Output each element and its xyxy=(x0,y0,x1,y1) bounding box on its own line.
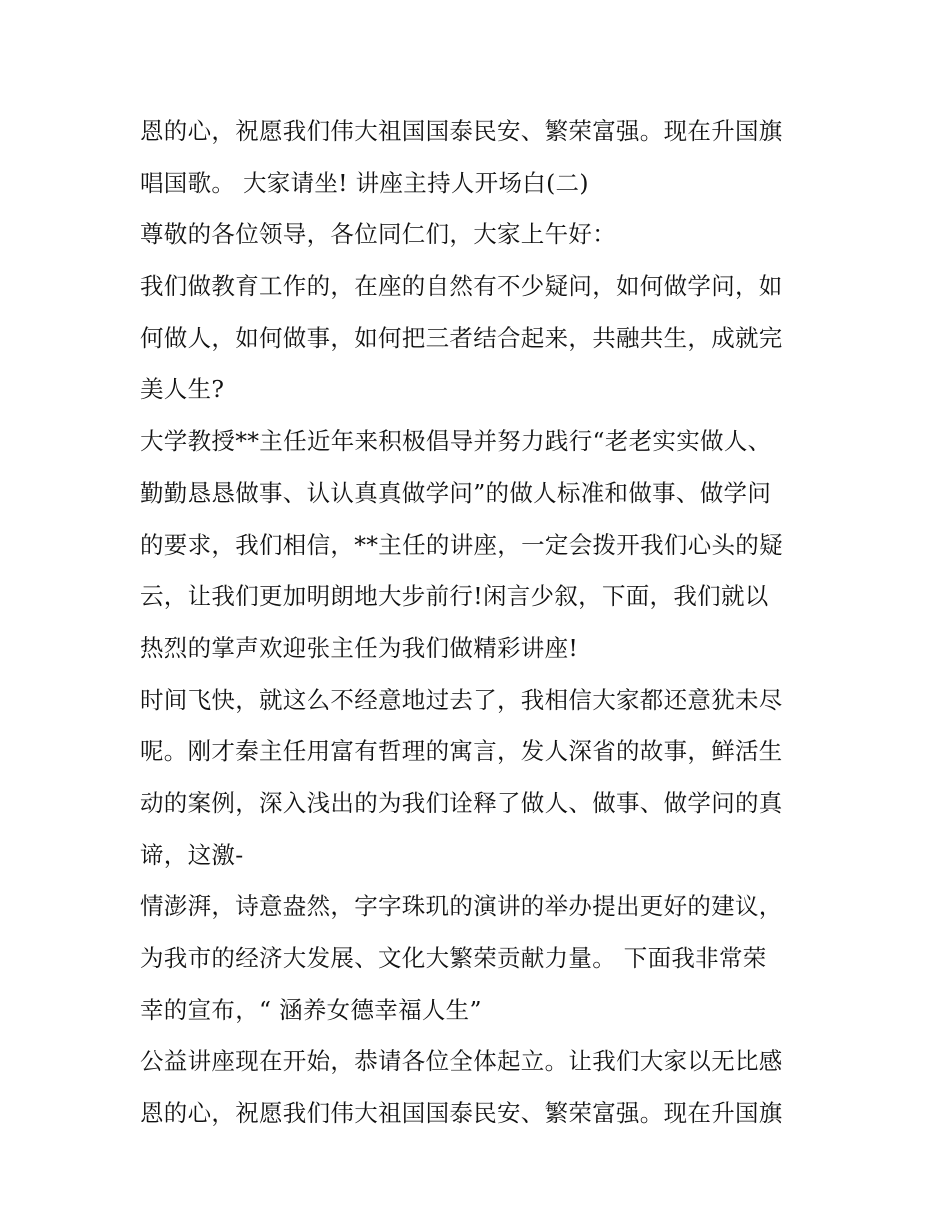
text-line-11: 热烈的掌声欢迎张主任为我们做精彩讲座! xyxy=(140,633,579,662)
text-line-8: 勤勤恳恳做事、认认真真做学问”的做人标准和做事、做学问 xyxy=(140,478,772,507)
text-line-13: 呢。刚才秦主任用富有哲理的寓言，发人深省的故事，鲜活生 xyxy=(140,737,783,766)
text-line-5: 何做人，如何做事，如何把三者结合起来，共融共生，成就完 xyxy=(140,323,783,352)
text-line-10: 云，让我们更加明朗地大步前行!闲言少叙，下面，我们就以 xyxy=(140,582,769,611)
text-line-20: 恩的心，祝愿我们伟大祖国国泰民安、繁荣富强。现在升国旗 xyxy=(140,1099,783,1128)
text-line-2: 唱国歌。 大家请坐! 讲座主持人开场白(二) xyxy=(140,168,589,197)
text-line-3: 尊敬的各位领导，各位同仁们，大家上午好： xyxy=(140,220,616,249)
text-line-18: 幸的宣布，“ 涵养女德幸福人生” xyxy=(140,995,482,1024)
text-line-1: 恩的心，祝愿我们伟大祖国国泰民安、繁荣富强。现在升国旗 xyxy=(140,117,783,145)
text-line-15: 谛，这激- xyxy=(140,840,244,869)
text-line-4: 我们做教育工作的，在座的自然有不少疑问，如何做学问，如 xyxy=(140,272,783,301)
text-line-6: 美人生? xyxy=(140,375,225,404)
text-line-19: 公益讲座现在开始，恭请各位全体起立。让我们大家以无比感 xyxy=(140,1047,783,1076)
document-body xyxy=(140,106,830,1140)
text-line-14: 动的案例，深入浅出的为我们诠释了做人、做事、做学问的真 xyxy=(140,788,783,817)
text-line-12: 时间飞快，就这么不经意地过去了，我相信大家都还意犹未尽 xyxy=(140,685,783,714)
text-line-16: 情澎湃，诗意盎然，字字珠玑的演讲的举办提出更好的建议， xyxy=(140,892,783,921)
text-line-17: 为我市的经济大发展、文化大繁荣贡献力量。 下面我非常荣 xyxy=(140,944,767,972)
text-line-9: 的要求，我们相信，**主任的讲座，一定会拨开我们心头的疑 xyxy=(140,530,783,559)
text-line-7: 大学教授**主任近年来积极倡导并努力践行“老老实实做人、 xyxy=(140,427,772,456)
